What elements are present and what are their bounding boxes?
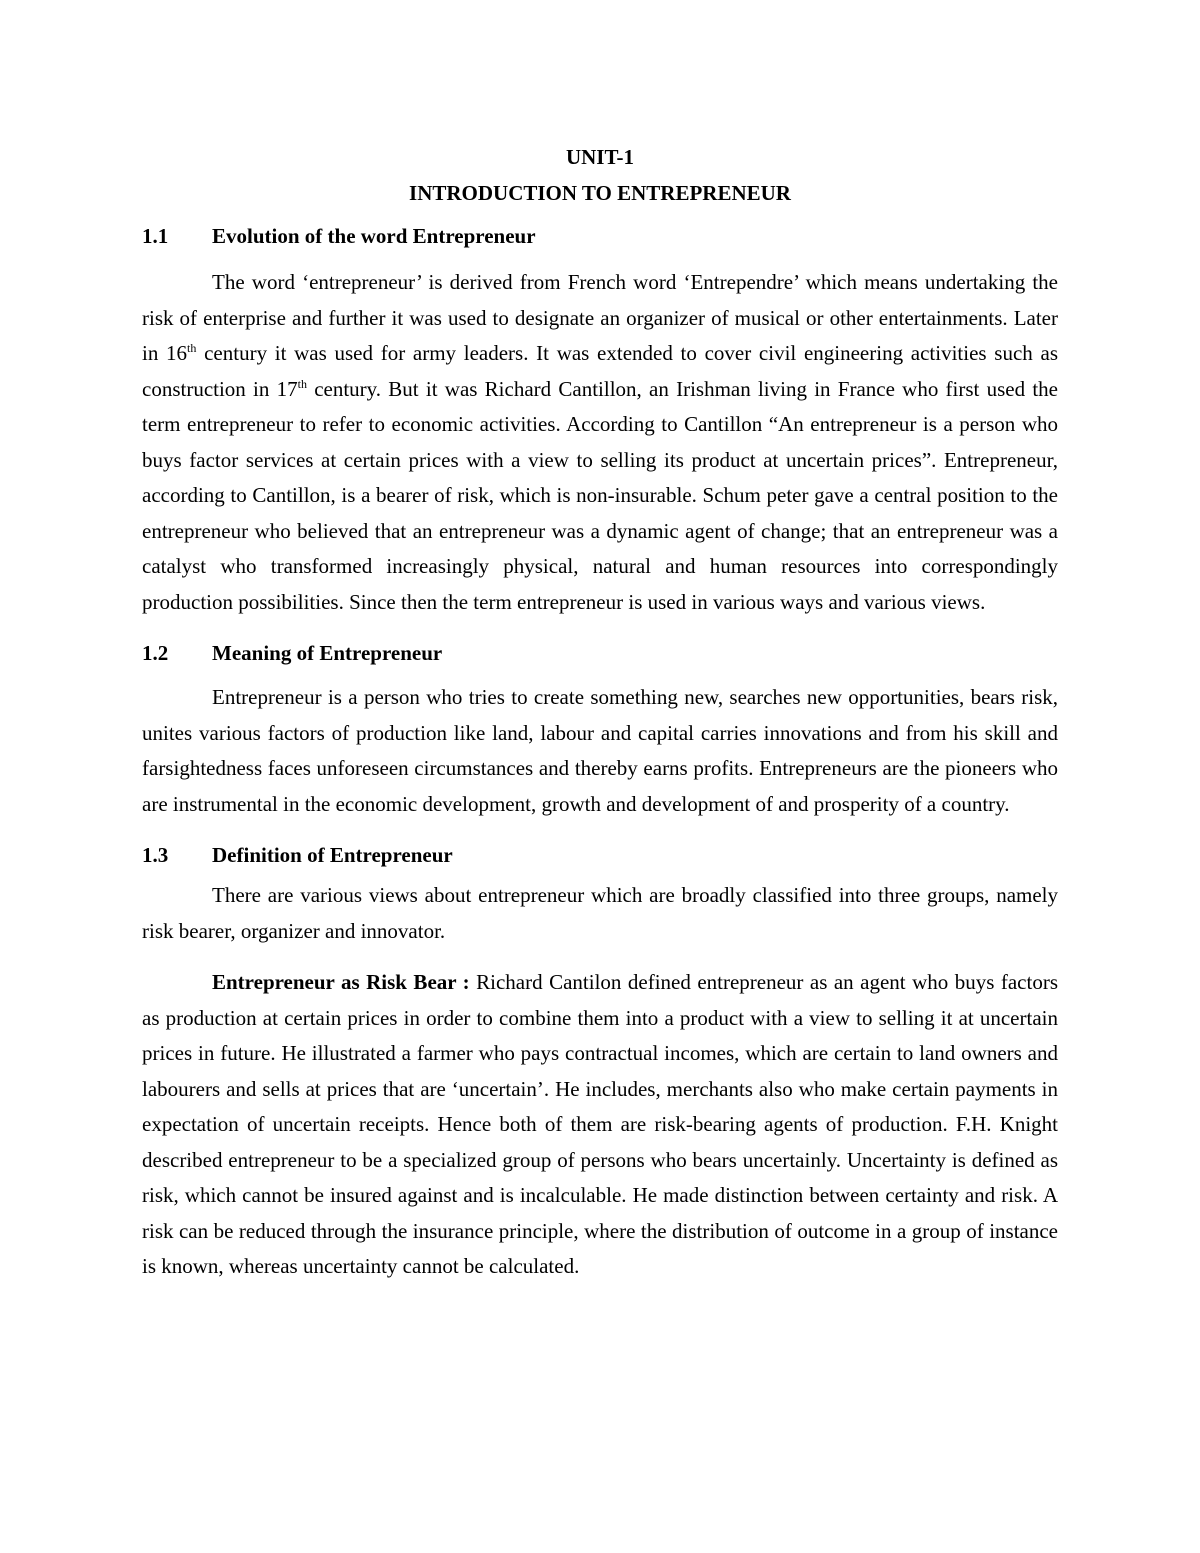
paragraph-text: Richard Cantilon defined entrepreneur as an agent who buys factors as production at certain prices in order to combine them into a product with a view to selling it at uncertain prices in future. He illustrated a farmer who pays contractual incomes, which are certain to land owners and labourers and sells at prices that are ‘uncertain’. He includes, merchants also who make certain payments in expectation of uncertain receipts. Hence both of them are risk-bearing agents of production. F.H. Knight described entrepreneur to be a specialized group of persons who bears uncertainly. Uncertainty is defined as risk, which cannot be insured against and is incalculable. He made distinction between certainty and risk. A risk can be reduced through the insurance principle, where the distribution of outcome in a group of instance is known, whereas uncertainty cannot be calculated. — [142, 970, 1058, 1278]
superscript: th — [297, 376, 307, 391]
paragraph-text: The word ‘entrepreneur’ is derived from French word ‘Entrependre’ which means undertaking the risk of enterprise and further it was used to designate an organizer of musical or other entertainments. Later in 16 — [142, 270, 1058, 365]
paragraph-text: century. But it was Richard Cantillon, an Irishman living in France who first used the term entrepreneur to refer to economic activities. According to Cantillon “An entrepreneur is a person who buys factor services at certain prices with a view to selling its product at uncertain prices”. Entrepreneur, according to Cantillon, is a bearer of risk, which is non-insurable. Schum peter gave a central position to the entrepreneur who believed that an entrepreneur was a dynamic agent of change; that an entrepreneur was a catalyst who transformed increasingly physical, natural and human resources into correspondingly production possibilities. Since then the term entrepreneur is used in various ways and various views. — [142, 376, 1058, 614]
section-title: Evolution of the word Entrepreneur — [212, 224, 536, 248]
section-heading-1-3 — [142, 842, 1058, 868]
superscript: th — [187, 341, 197, 355]
unit-title: UNIT-1 — [565, 145, 635, 169]
section-heading-1-1 — [142, 223, 1058, 249]
paragraph-meaning: Entrepreneur is a person who tries to create something new, searches new opportunities, bears risk, unites various factors of production like land, labour and capital carries innovations and from his skill and farsightedness faces unforeseen circumstances and thereby earns profits. Entrepreneurs are the pioneers who are instrumental in the economic development, growth and development of and prosperity of a country. — [142, 685, 1058, 816]
paragraph-evolution — [142, 265, 1058, 620]
section-heading-1-2 — [142, 640, 1058, 666]
section-title: Meaning of Entrepreneur — [212, 641, 443, 665]
paragraph-lead: Entrepreneur as Risk Bear : — [212, 970, 470, 994]
paragraph-text: century it was used for army leaders. It was extended to cover civil engineering activities such as construction in 17 — [142, 341, 1058, 401]
section-number: 1.3 — [142, 843, 169, 867]
section-number: 1.2 — [142, 641, 169, 665]
section-number: 1.1 — [142, 224, 169, 248]
document-title: INTRODUCTION TO ENTREPRENEUR — [409, 181, 791, 205]
section-title: Definition of Entrepreneur — [212, 843, 453, 867]
paragraph-definition: There are various views about entrepreneur which are broadly classified into three groups, namely risk bearer, organizer and innovator. — [142, 883, 1058, 943]
paragraph-risk-bearer — [142, 965, 1058, 1285]
page-content — [142, 138, 1058, 1285]
